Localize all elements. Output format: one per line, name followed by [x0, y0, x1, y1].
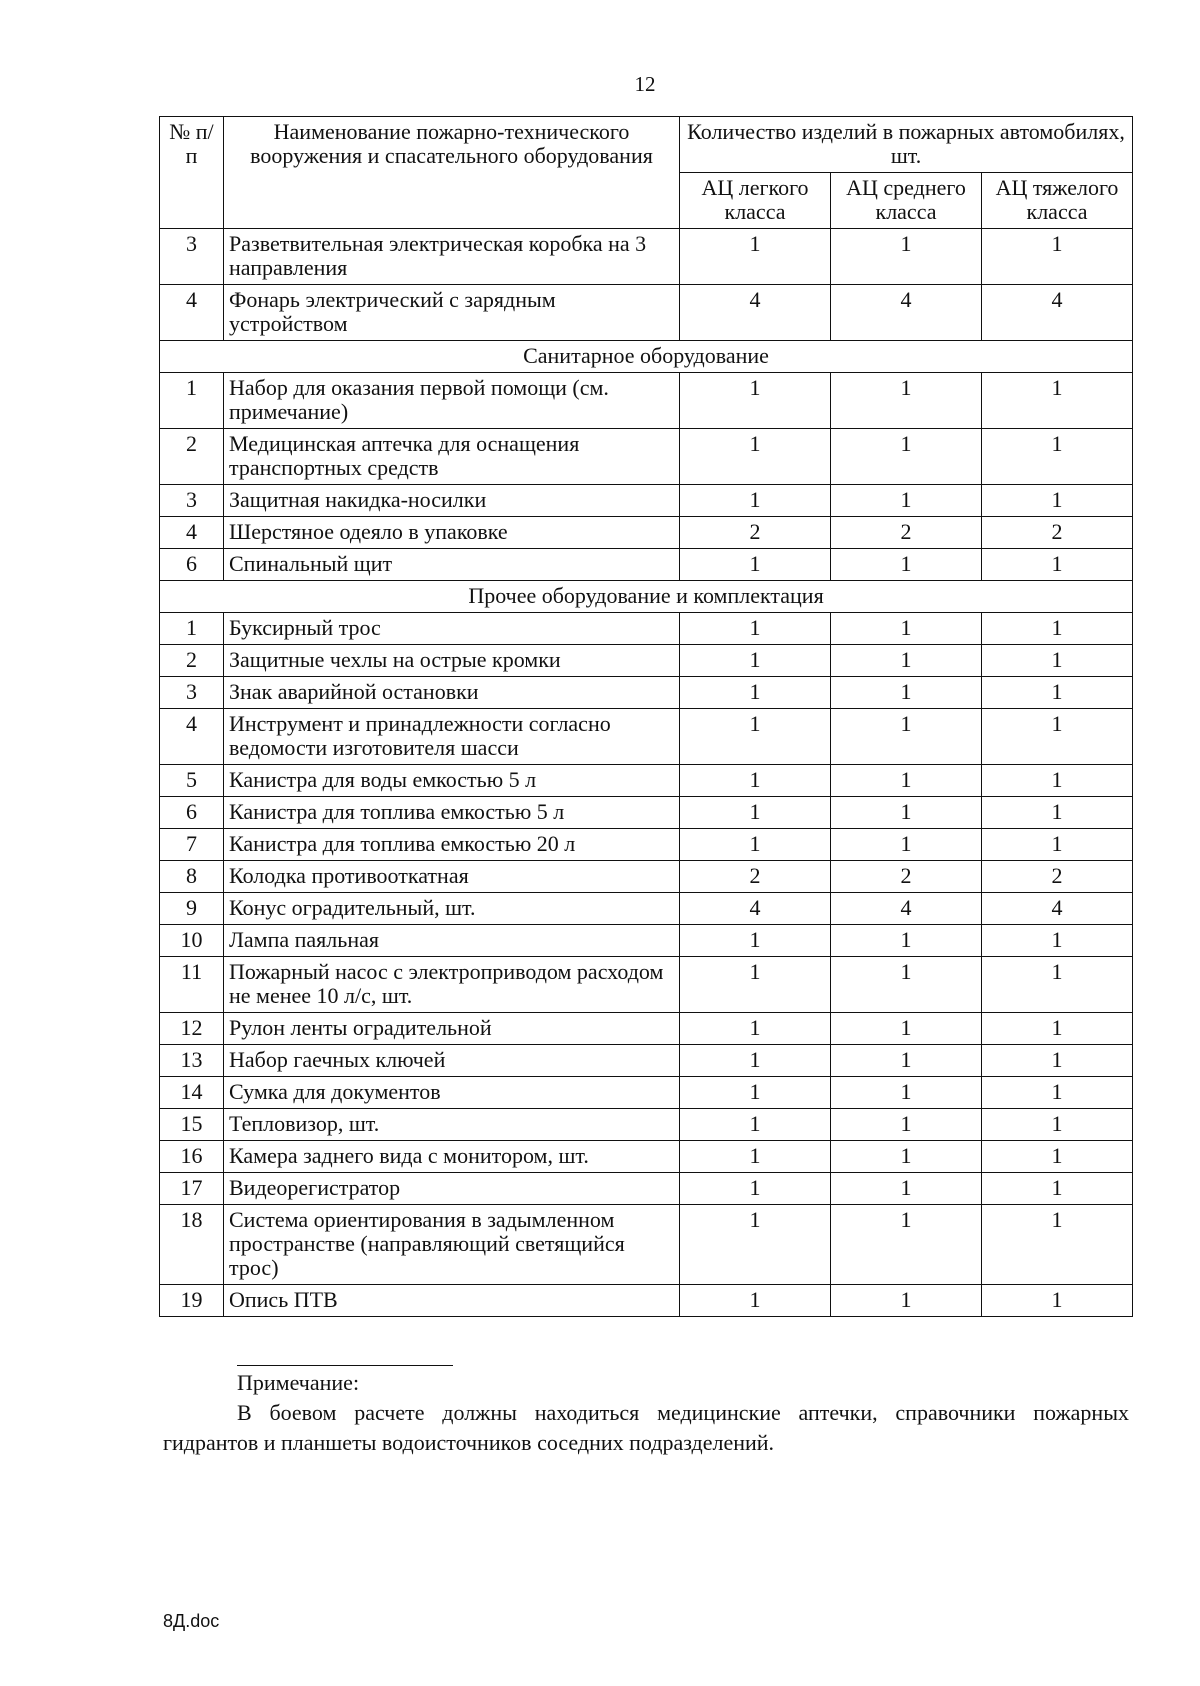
- row-number: 2: [160, 429, 224, 485]
- row-number: 16: [160, 1141, 224, 1173]
- row-name: Фонарь электрический с зарядным устройством: [224, 285, 680, 341]
- table-row: [160, 549, 1133, 581]
- row-light-qty: 4: [680, 285, 831, 341]
- row-number: 3: [160, 485, 224, 517]
- row-light-qty: 1: [680, 957, 831, 1013]
- row-number: 3: [160, 229, 224, 285]
- equipment-table: [159, 116, 1133, 1317]
- row-name: Лампа паяльная: [224, 925, 680, 957]
- row-heavy-qty: 4: [982, 893, 1133, 925]
- table-row: [160, 429, 1133, 485]
- row-medium-qty: 2: [831, 861, 982, 893]
- row-medium-qty: 1: [831, 645, 982, 677]
- section-row: [160, 581, 1133, 613]
- row-medium-qty: 1: [831, 829, 982, 861]
- table-row: [160, 613, 1133, 645]
- row-light-qty: 2: [680, 861, 831, 893]
- row-heavy-qty: 2: [982, 517, 1133, 549]
- row-medium-qty: 1: [831, 549, 982, 581]
- row-name: Набор гаечных ключей: [224, 1045, 680, 1077]
- row-heavy-qty: 1: [982, 1173, 1133, 1205]
- page-number: 12: [634, 72, 656, 96]
- row-heavy-qty: 1: [982, 1205, 1133, 1285]
- row-medium-qty: 1: [831, 373, 982, 429]
- table-row: [160, 1173, 1133, 1205]
- row-name: Видеорегистратор: [224, 1173, 680, 1205]
- table-row: [160, 1013, 1133, 1045]
- row-heavy-qty: 1: [982, 1141, 1133, 1173]
- row-name: Защитная накидка-носилки: [224, 485, 680, 517]
- row-name: Система ориентирования в задымленном пространстве (направляющий светящийся трос): [224, 1205, 680, 1285]
- table-header: [160, 117, 1133, 229]
- row-number: 1: [160, 613, 224, 645]
- table-row: [160, 861, 1133, 893]
- row-name: Набор для оказания первой помощи (см. примечание): [224, 373, 680, 429]
- note-text: В боевом расчете должны находиться медицинские аптечки, справочники пожарных гидрантов и планшеты водоисточников соседних подразделений.: [163, 1400, 1129, 1455]
- row-name: Конус оградительный, шт.: [224, 893, 680, 925]
- table-row: [160, 517, 1133, 549]
- row-medium-qty: 2: [831, 517, 982, 549]
- row-light-qty: 1: [680, 549, 831, 581]
- row-number: 14: [160, 1077, 224, 1109]
- header-num: № п/п: [160, 117, 224, 229]
- row-number: 6: [160, 549, 224, 581]
- row-medium-qty: 1: [831, 925, 982, 957]
- row-heavy-qty: 1: [982, 925, 1133, 957]
- row-light-qty: 1: [680, 677, 831, 709]
- row-number: 3: [160, 677, 224, 709]
- row-light-qty: 1: [680, 1013, 831, 1045]
- table-row: [160, 709, 1133, 765]
- row-light-qty: 1: [680, 829, 831, 861]
- row-heavy-qty: 1: [982, 549, 1133, 581]
- row-heavy-qty: 1: [982, 645, 1133, 677]
- footer-filename: 8Д.doc: [163, 1611, 220, 1631]
- row-name: Канистра для топлива емкостью 20 л: [224, 829, 680, 861]
- row-light-qty: 1: [680, 429, 831, 485]
- header-name: Наименование пожарно-технического вооружения и спасательного оборудования: [224, 117, 680, 229]
- row-heavy-qty: 1: [982, 797, 1133, 829]
- row-name: Защитные чехлы на острые кромки: [224, 645, 680, 677]
- row-medium-qty: 1: [831, 613, 982, 645]
- row-medium-qty: 1: [831, 957, 982, 1013]
- row-heavy-qty: 1: [982, 677, 1133, 709]
- row-number: 19: [160, 1285, 224, 1317]
- table-row: [160, 229, 1133, 285]
- table-row: [160, 285, 1133, 341]
- row-medium-qty: 1: [831, 429, 982, 485]
- row-name: Рулон ленты оградительной: [224, 1013, 680, 1045]
- row-heavy-qty: 1: [982, 1045, 1133, 1077]
- row-heavy-qty: 1: [982, 1285, 1133, 1317]
- header-medium-class: АЦ среднего класса: [831, 173, 982, 229]
- section-row: [160, 341, 1133, 373]
- row-number: 6: [160, 797, 224, 829]
- table-row: [160, 1285, 1133, 1317]
- row-name: Буксирный трос: [224, 613, 680, 645]
- row-number: 8: [160, 861, 224, 893]
- row-number: 7: [160, 829, 224, 861]
- row-light-qty: 1: [680, 645, 831, 677]
- row-light-qty: 1: [680, 1141, 831, 1173]
- row-heavy-qty: 1: [982, 229, 1133, 285]
- row-heavy-qty: 1: [982, 429, 1133, 485]
- table-row: [160, 829, 1133, 861]
- row-number: 4: [160, 709, 224, 765]
- row-light-qty: 1: [680, 485, 831, 517]
- table-body: [160, 229, 1133, 1317]
- section-title: Прочее оборудование и комплектация: [160, 581, 1133, 613]
- table-row: [160, 1077, 1133, 1109]
- note-title: Примечание:: [237, 1370, 360, 1395]
- row-light-qty: 1: [680, 1077, 831, 1109]
- row-name: Знак аварийной остановки: [224, 677, 680, 709]
- row-name: Колодка противооткатная: [224, 861, 680, 893]
- row-name: Разветвительная электрическая коробка на 3 направления: [224, 229, 680, 285]
- row-medium-qty: 1: [831, 677, 982, 709]
- row-light-qty: 1: [680, 1205, 831, 1285]
- row-number: 17: [160, 1173, 224, 1205]
- row-number: 15: [160, 1109, 224, 1141]
- row-name: Камера заднего вида с монитором, шт.: [224, 1141, 680, 1173]
- note-separator: [237, 1365, 453, 1366]
- row-light-qty: 1: [680, 925, 831, 957]
- table-row: [160, 1205, 1133, 1285]
- row-medium-qty: 1: [831, 1077, 982, 1109]
- header-light-class: АЦ легкого класса: [680, 173, 831, 229]
- row-number: 9: [160, 893, 224, 925]
- row-heavy-qty: 2: [982, 861, 1133, 893]
- row-name: Медицинская аптечка для оснащения транспортных средств: [224, 429, 680, 485]
- row-medium-qty: 4: [831, 893, 982, 925]
- table-row: [160, 925, 1133, 957]
- row-number: 2: [160, 645, 224, 677]
- table-row: [160, 485, 1133, 517]
- row-name: Канистра для воды емкостью 5 л: [224, 765, 680, 797]
- row-medium-qty: 1: [831, 1109, 982, 1141]
- row-light-qty: 1: [680, 229, 831, 285]
- row-number: 18: [160, 1205, 224, 1285]
- table-row: [160, 645, 1133, 677]
- row-number: 4: [160, 517, 224, 549]
- row-number: 11: [160, 957, 224, 1013]
- row-light-qty: 1: [680, 709, 831, 765]
- row-heavy-qty: 1: [982, 765, 1133, 797]
- header-heavy-class: АЦ тяжелого класса: [982, 173, 1133, 229]
- row-heavy-qty: 4: [982, 285, 1133, 341]
- row-medium-qty: 1: [831, 229, 982, 285]
- row-name: Сумка для документов: [224, 1077, 680, 1109]
- table-row: [160, 373, 1133, 429]
- row-name: Спинальный щит: [224, 549, 680, 581]
- row-light-qty: 1: [680, 765, 831, 797]
- row-number: 5: [160, 765, 224, 797]
- row-heavy-qty: 1: [982, 373, 1133, 429]
- table-row: [160, 957, 1133, 1013]
- row-medium-qty: 1: [831, 1045, 982, 1077]
- row-heavy-qty: 1: [982, 709, 1133, 765]
- table-row: [160, 765, 1133, 797]
- row-light-qty: 1: [680, 1285, 831, 1317]
- row-medium-qty: 1: [831, 1173, 982, 1205]
- table-row: [160, 893, 1133, 925]
- row-name: Опись ПТВ: [224, 1285, 680, 1317]
- row-medium-qty: 1: [831, 1141, 982, 1173]
- table-row: [160, 1109, 1133, 1141]
- row-name: Инструмент и принадлежности согласно ведомости изготовителя шасси: [224, 709, 680, 765]
- table-row: [160, 1141, 1133, 1173]
- row-light-qty: 1: [680, 613, 831, 645]
- row-heavy-qty: 1: [982, 829, 1133, 861]
- row-heavy-qty: 1: [982, 613, 1133, 645]
- row-heavy-qty: 1: [982, 1109, 1133, 1141]
- row-medium-qty: 1: [831, 709, 982, 765]
- row-light-qty: 1: [680, 1173, 831, 1205]
- row-light-qty: 1: [680, 1109, 831, 1141]
- row-light-qty: 2: [680, 517, 831, 549]
- row-number: 4: [160, 285, 224, 341]
- row-name: Тепловизор, шт.: [224, 1109, 680, 1141]
- row-light-qty: 4: [680, 893, 831, 925]
- row-medium-qty: 1: [831, 1285, 982, 1317]
- table-row: [160, 677, 1133, 709]
- row-number: 12: [160, 1013, 224, 1045]
- row-number: 13: [160, 1045, 224, 1077]
- row-name: Шерстяное одеяло в упаковке: [224, 517, 680, 549]
- row-heavy-qty: 1: [982, 485, 1133, 517]
- row-medium-qty: 1: [831, 1013, 982, 1045]
- row-number: 1: [160, 373, 224, 429]
- row-medium-qty: 4: [831, 285, 982, 341]
- row-light-qty: 1: [680, 373, 831, 429]
- header-quantity: Количество изделий в пожарных автомобилях, шт.: [680, 117, 1133, 173]
- row-light-qty: 1: [680, 797, 831, 829]
- row-heavy-qty: 1: [982, 1077, 1133, 1109]
- row-medium-qty: 1: [831, 797, 982, 829]
- row-heavy-qty: 1: [982, 1013, 1133, 1045]
- row-name: Канистра для топлива емкостью 5 л: [224, 797, 680, 829]
- row-medium-qty: 1: [831, 1205, 982, 1285]
- row-light-qty: 1: [680, 1045, 831, 1077]
- row-name: Пожарный насос с электроприводом расходом не менее 10 л/с, шт.: [224, 957, 680, 1013]
- table-row: [160, 1045, 1133, 1077]
- section-title: Санитарное оборудование: [160, 341, 1133, 373]
- row-number: 10: [160, 925, 224, 957]
- table-row: [160, 797, 1133, 829]
- row-medium-qty: 1: [831, 765, 982, 797]
- row-heavy-qty: 1: [982, 957, 1133, 1013]
- row-medium-qty: 1: [831, 485, 982, 517]
